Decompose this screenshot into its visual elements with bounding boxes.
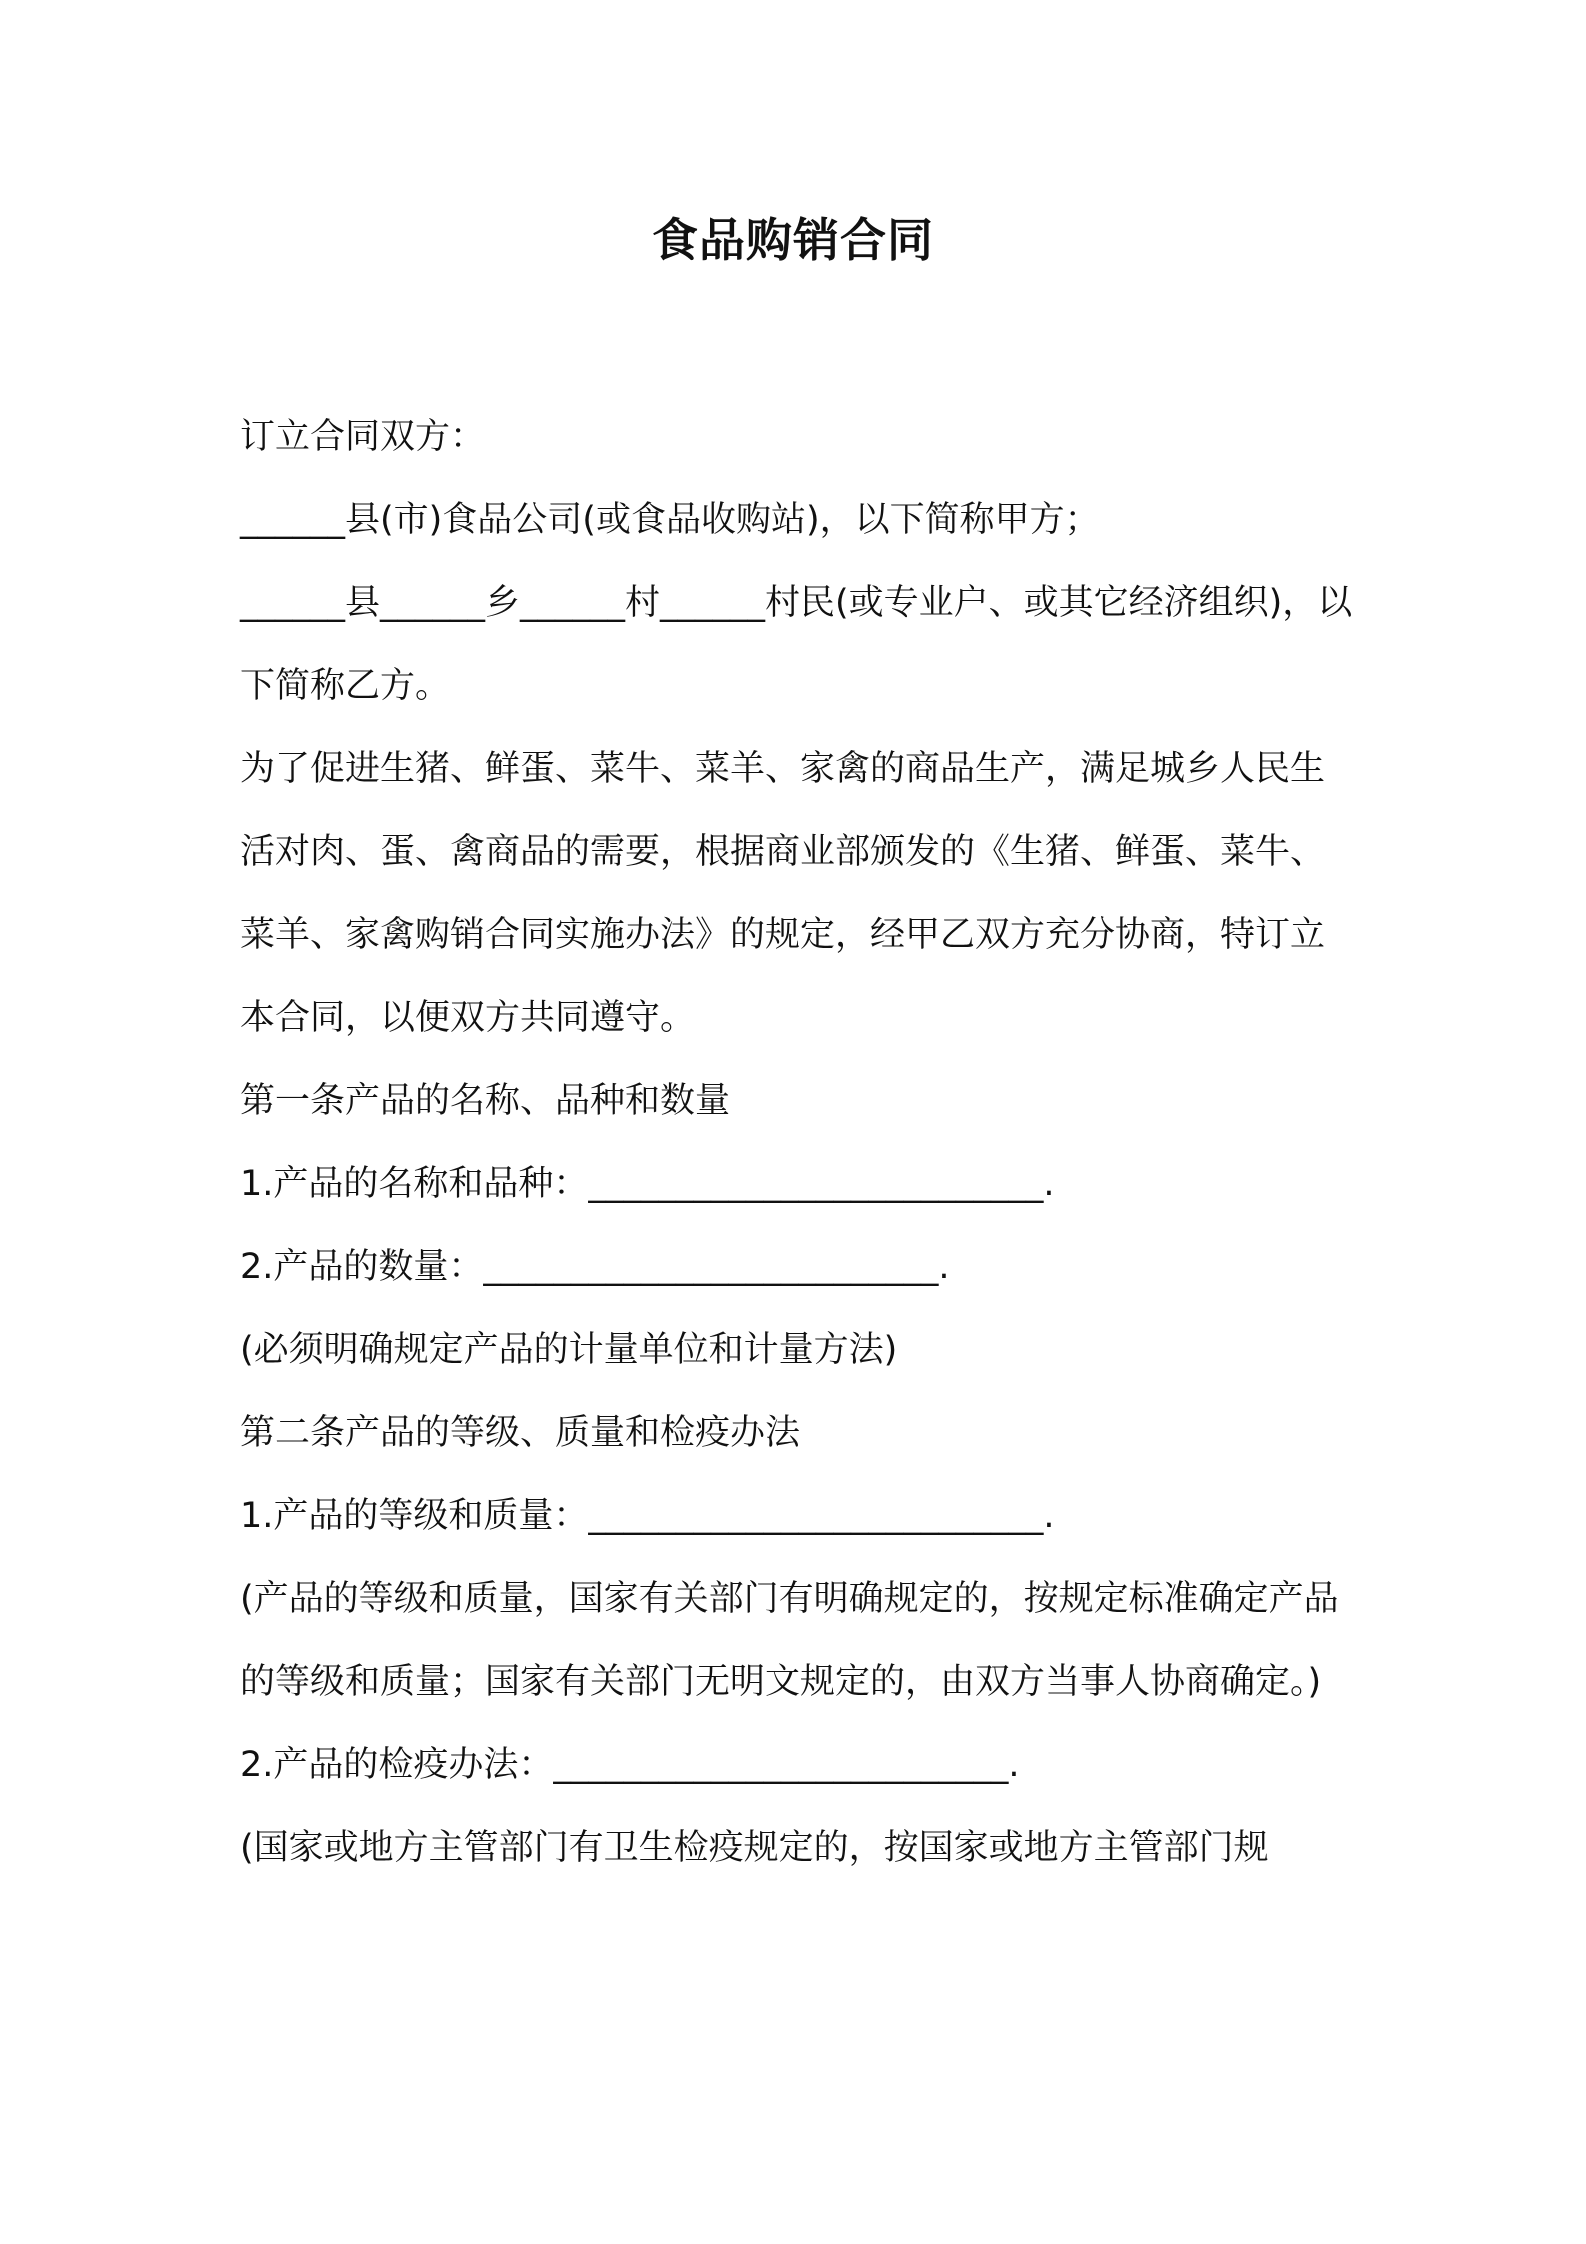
article-1-heading: 第一条产品的名称、品种和数量: [240, 1081, 731, 1121]
article-2-item-2: 2.产品的检疫办法：__________________________.: [240, 1745, 1020, 1785]
paragraph-parties-heading: 订立合同双方：: [240, 417, 486, 457]
article-1-note: (必须明确规定产品的计量单位和计量方法): [240, 1330, 898, 1370]
article-1-item-2: 2.产品的数量：__________________________.: [240, 1247, 950, 1287]
article-1-item-1: 1.产品的名称和品种：__________________________.: [240, 1164, 1055, 1204]
article-2-heading: 第二条产品的等级、质量和检疫办法: [240, 1413, 801, 1453]
paragraph-preamble: 为了促进生猪、鲜蛋、菜牛、菜羊、家禽的商品生产，满足城乡人民生活对肉、蛋、禽商品的需要，根据商业部颁发的《生猪、鲜蛋、菜牛、菜羊、家禽购销合同实施办法》的规定，经甲乙双方充分协商，特订立本合同，以便双方共同遵守。: [240, 749, 1326, 1038]
paragraph-party-a: ______县(市)食品公司(或食品收购站)，以下简称甲方；: [240, 500, 1100, 540]
article-2-note-1: (产品的等级和质量，国家有关部门有明确规定的，按规定标准确定产品的等级和质量；国家有关部门无明文规定的，由双方当事人协商确定。): [240, 1579, 1339, 1702]
document-body: [240, 396, 1356, 1890]
article-2-note-2: (国家或地方主管部门有卫生检疫规定的，按国家或地方主管部门规: [240, 1828, 1269, 1868]
paragraph-party-b: ______县______乡______村______村民(或专业户、或其它经济组织)，以下简称乙方。: [240, 583, 1353, 706]
article-2-item-1: 1.产品的等级和质量：__________________________.: [240, 1496, 1055, 1536]
document-title: 食品购销合同: [652, 213, 934, 267]
